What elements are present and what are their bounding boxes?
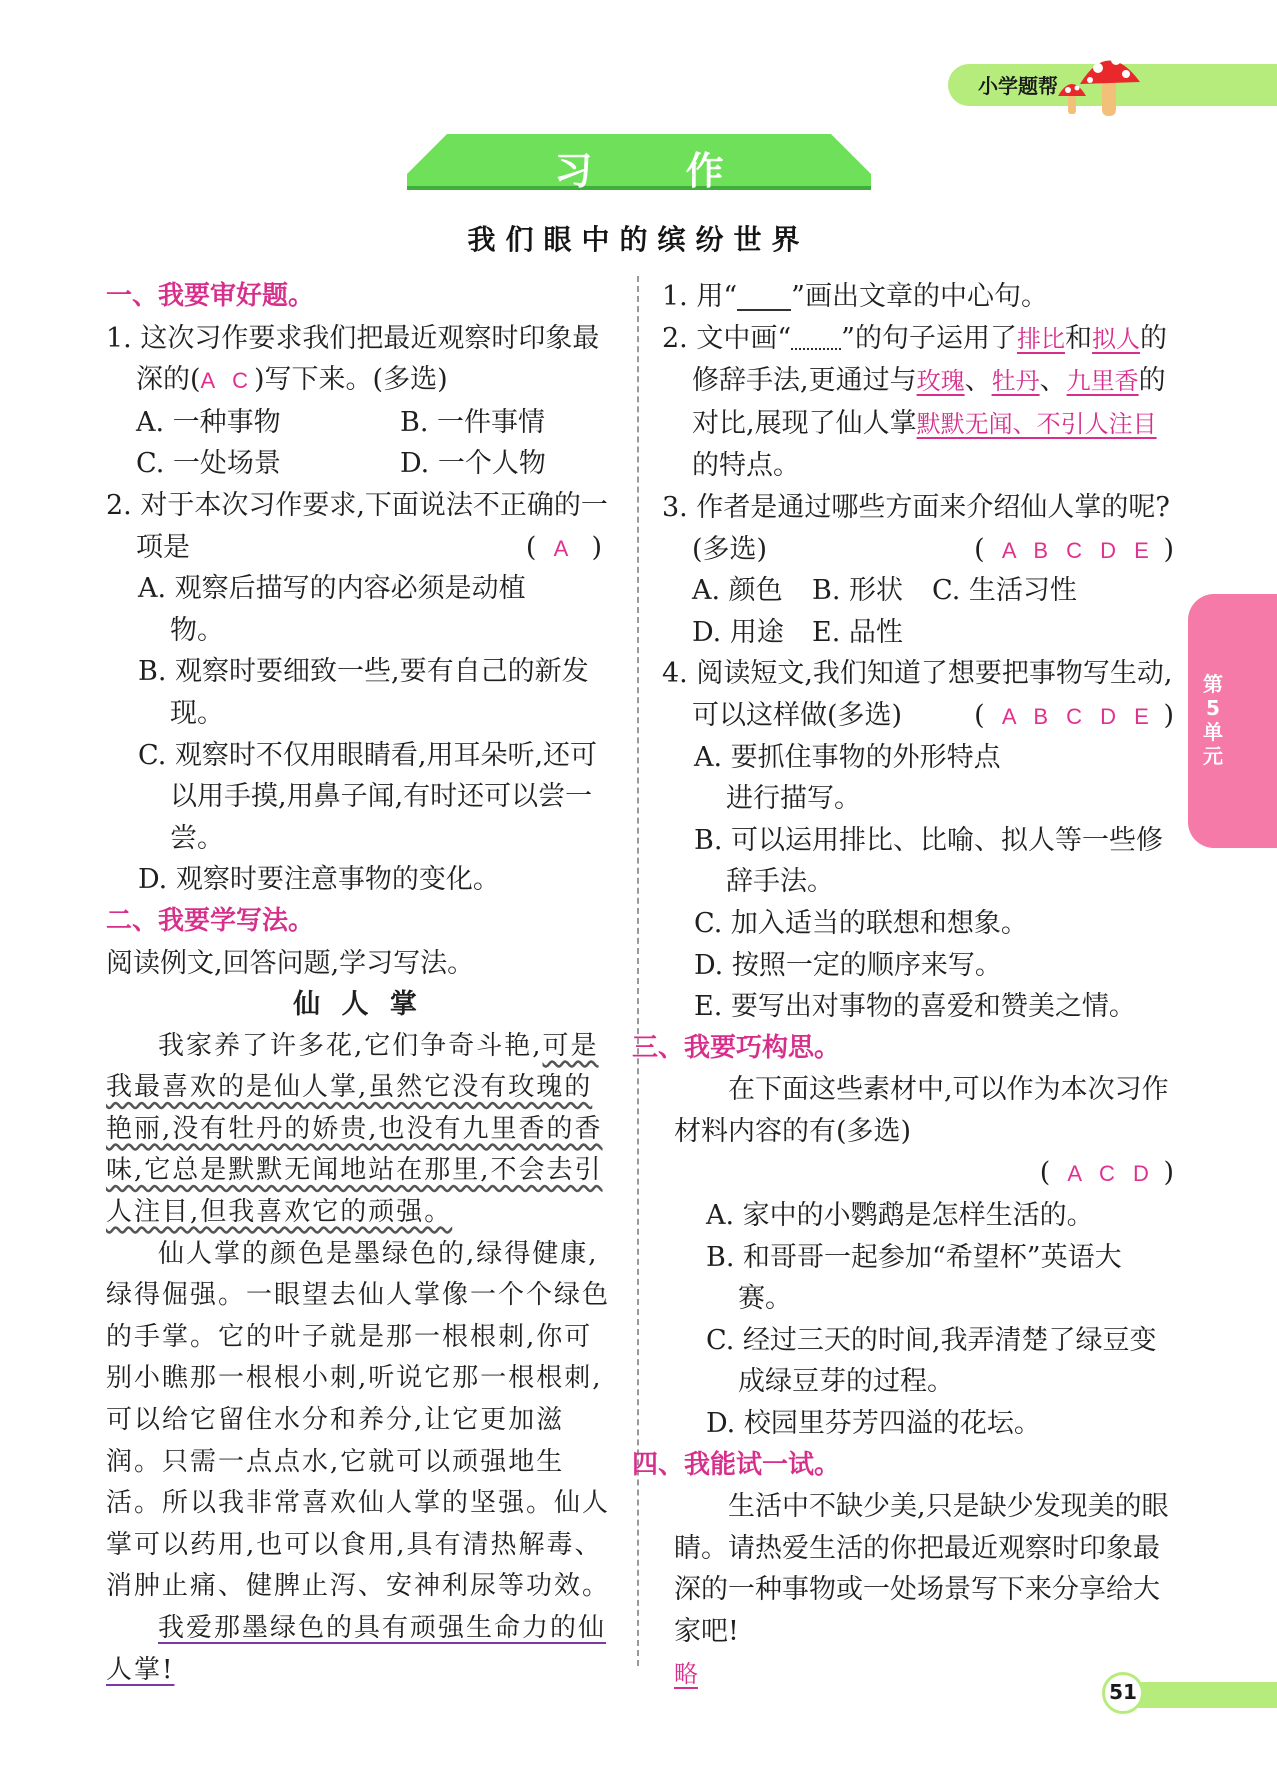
section4-answer: 略 — [674, 1659, 698, 1688]
unit-label-char-3: 单 — [1203, 720, 1223, 744]
question-2: 2. 对于本次习作要求,下面说法不正确的一项是 ( A ) — [106, 489, 608, 563]
q2-option-b: B. 观察时要细致一些,要有自己的新发现。 — [138, 656, 589, 729]
r-q4-option-e: E. 要写出对事物的喜爱和赞美之情。 — [694, 991, 1136, 1023]
page-number: 51 — [1109, 1680, 1137, 1704]
r-q2-b: ”的句子运用了 — [841, 322, 1017, 354]
r-q2-sep1: 、 — [964, 365, 992, 397]
article-paragraph-3 — [106, 1608, 610, 1691]
section4-text: 生活中不缺少美,只是缺少发现美的眼睛。请热爱生活的你把最近观察时印象最深的一种事物或一处场景写下来分享给大家吧! — [674, 1491, 1169, 1647]
right-column — [632, 276, 1174, 1695]
r-q2-a: 2. 文中画“ — [662, 322, 792, 354]
r-q3-option-c: C. 生活习性 — [932, 575, 1077, 607]
straight-line-blank — [737, 285, 791, 311]
s3-option-c: C. 经过三天的时间,我弄清楚了绿豆变成绿豆芽的过程。 — [706, 1324, 1157, 1398]
section3-text: 在下面这些素材中,可以作为本次习作材料内容的有(多选) — [674, 1074, 1169, 1147]
r-q2-fill-3: 玫瑰 — [916, 367, 965, 396]
r-q4-answer: A B C D E — [1001, 703, 1155, 729]
r-q3-option-d: D. 用途 — [692, 616, 784, 648]
r-q3-option-a: A. 颜色 — [692, 575, 783, 607]
section1-heading: 一、我要审好题。 — [106, 281, 315, 311]
section4-answer-row — [662, 1653, 1174, 1696]
r-q1-text: 1. 用“ — [662, 281, 738, 312]
r-q2-fill-6: 默默无闻、不引人注目 — [916, 409, 1157, 438]
essay-title: 我们眼中的缤纷世界 — [467, 223, 810, 256]
r-q2-sep2: 、 — [1039, 365, 1067, 397]
r-q4-option-c: C. 加入适当的联想和想象。 — [694, 907, 1028, 939]
q1-options-row1 — [106, 402, 610, 444]
s3-option-b: B. 和哥哥一起参加“希望杯”英语大赛。 — [706, 1241, 1122, 1315]
article-paragraph-1 — [106, 1026, 610, 1234]
question-1 — [106, 318, 610, 402]
r-q3-options-row1 — [662, 570, 1077, 612]
r-q4-option-b: B. 可以运用排比、比喻、拟人等一些修辞手法。 — [694, 824, 1164, 898]
q2-answer: A — [553, 535, 575, 561]
q2-text: 2. 对于本次习作要求,下面说法不正确的一项是 — [106, 489, 608, 563]
r-q2-c: 的修辞手法,更通过与 — [692, 322, 1167, 397]
r-q4-option-d: D. 按照一定的顺序来写。 — [694, 949, 1002, 981]
section2-instruction: 阅读例文,回答问题,学习写法。 — [106, 947, 475, 979]
section4-heading: 四、我能试一试。 — [632, 1449, 841, 1480]
p3-central-sentence: 我爱那墨绿色的具有顽强生命力的仙人掌! — [106, 1613, 607, 1685]
wavy-line-blank — [791, 328, 841, 350]
unit-label-char-4: 元 — [1203, 744, 1223, 768]
r-q2-fill-4: 牡丹 — [991, 367, 1040, 396]
r-q2-fill-1: 排比 — [1016, 324, 1065, 353]
r-q3-answer: A B C D E — [1001, 537, 1155, 563]
section-title: 习 作 — [554, 149, 764, 193]
q1-option-b: B. 一件事情 — [400, 406, 546, 438]
r-q1-tail: ”画出文章的中心句。 — [791, 281, 1048, 312]
r-question-4: 4. 阅读短文,我们知道了想要把事物写生动,可以这样做(多选) ( A B C D E ) — [662, 658, 1174, 731]
r-q2-fill-5: 九里香 — [1066, 367, 1139, 396]
q2-option-a: A. 观察后描写的内容必须是动植物。 — [138, 573, 526, 646]
r-question-3: 3. 作者是通过哪些方面来介绍仙人掌的呢?(多选) ( A B C D E ) — [662, 491, 1174, 565]
r-q3-options-row2 — [662, 612, 1174, 654]
r-q2-d: 的对比,展现了仙人掌 — [692, 365, 1166, 439]
unit-label — [1196, 672, 1230, 768]
q1-option-c: C. 一处场景 — [136, 448, 281, 480]
q1-tail: )写下来。(多选) — [254, 364, 448, 396]
r-q4-text: 4. 阅读短文,我们知道了想要把事物写生动,可以这样做(多选) — [662, 658, 1173, 731]
article-title: 仙 人 掌 — [293, 989, 423, 1021]
q1-option-a: A. 一种事物 — [136, 406, 281, 438]
s3-option-d: D. 校园里芬芳四溢的花坛。 — [706, 1408, 1041, 1440]
section3-answer-row: ( A C D ) — [1039, 1157, 1174, 1189]
section3-heading: 三、我要巧构思。 — [632, 1032, 841, 1063]
r-question-2 — [662, 318, 1174, 487]
q1-option-d: D. 一个人物 — [400, 448, 546, 480]
q2-option-c: C. 观察时不仅用眼睛看,用耳朵听,还可以用手摸,用鼻子闻,有时还可以尝一尝。 — [138, 739, 598, 854]
q1-text: 1. 这次习作要求我们把最近观察时印象最深的( — [106, 322, 600, 396]
q1-options-row2 — [106, 443, 610, 485]
r-q2-fill-2: 拟人 — [1091, 324, 1140, 353]
brand-label: 小学题帮 — [978, 74, 1058, 98]
r-q3-option-b: B. 形状 — [812, 575, 904, 607]
r-question-1 — [662, 276, 1174, 318]
unit-label-char-2: 5 — [1206, 696, 1220, 720]
left-column — [106, 276, 610, 1691]
unit-label-char-1: 第 — [1203, 672, 1223, 696]
s3-option-a: A. 家中的小鹦鹉是怎样生活的。 — [706, 1200, 1094, 1232]
r-q4-option-a: A. 要抓住事物的外形特点进行描写。 — [694, 741, 1001, 815]
q2-option-d: D. 观察时要注意事物的变化。 — [138, 864, 500, 896]
r-q3-option-e: E. 品性 — [812, 616, 903, 648]
r-q2-e: 的特点。 — [692, 450, 800, 482]
section3-answer: A C D — [1067, 1161, 1155, 1187]
p1-plain: 我家养了许多花,它们争奇斗艳, — [158, 1030, 543, 1061]
r-q2-and: 和 — [1064, 322, 1092, 354]
p1-wavy-sentence: 可是我最喜欢的是仙人掌,虽然它没有玫瑰的艳丽,没有牡丹的娇贵,也没有九里香的香味,它总是默默无闻地站在那里,不会去引人注目,但我喜欢它的顽强。 — [106, 1030, 603, 1228]
article-paragraph-2: 仙人掌的颜色是墨绿色的,绿得健康,绿得倔强。一眼望去仙人掌像一个个绿色的手掌。它的叶子就是那一根根刺,你可别小瞧那一根根小刺,听说它那一根根刺,可以给它留住水分和养分,让它更加滋润。只需一点点水,它就可以顽强地生活。所以我非常喜欢仙人掌的坚强。仙人掌可以药用,也可以食用,具有清热解毒、消肿止痛、健脾止泻、安神利尿等功效。 — [106, 1238, 611, 1602]
mushroom-icon — [1058, 44, 1158, 120]
q1-answer: A C — [200, 368, 255, 394]
r-q3-text: 3. 作者是通过哪些方面来介绍仙人掌的呢?(多选) — [662, 491, 1170, 565]
section2-heading: 二、我要学写法。 — [106, 905, 315, 936]
